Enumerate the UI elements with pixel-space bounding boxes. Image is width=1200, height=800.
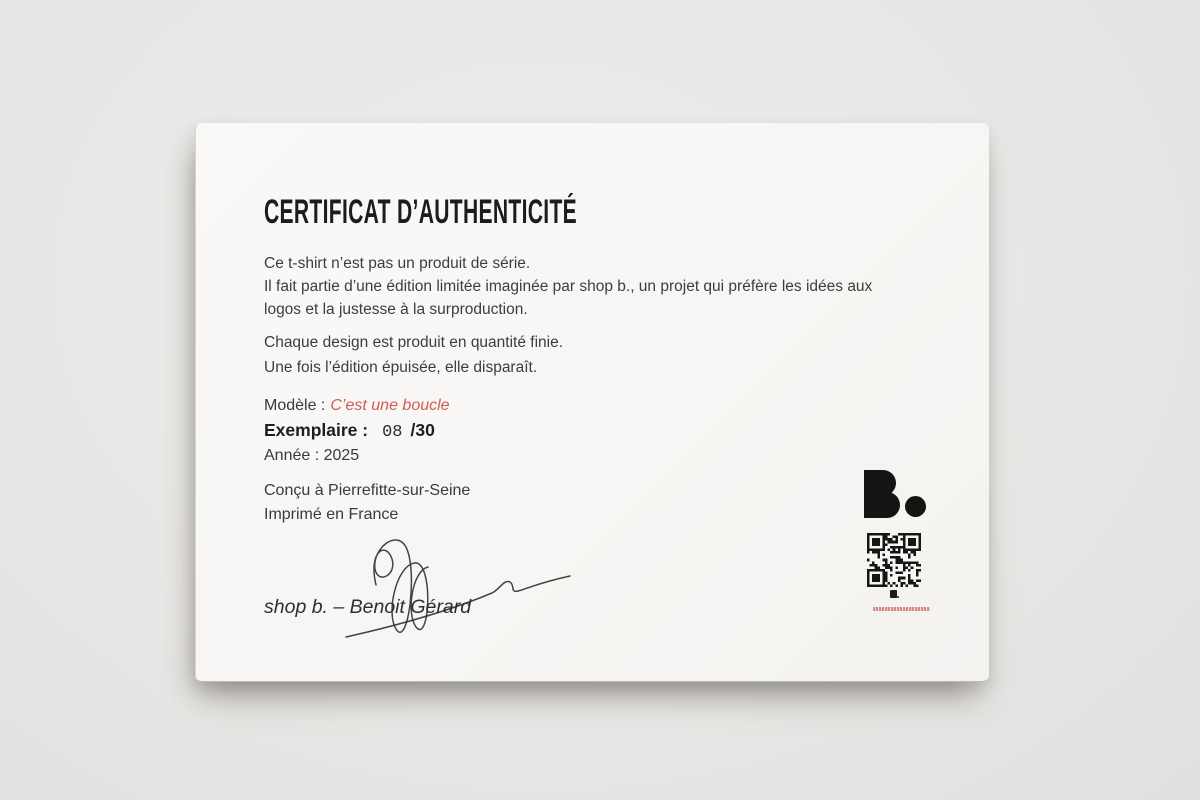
model-line xyxy=(264,395,450,417)
intro-line: logos et la justesse à la surproduction. xyxy=(264,301,528,318)
edition-note-line: Une fois l’édition épuisée, elle disparaît. xyxy=(264,359,538,376)
edition-note-line: Chaque design est produit en quantité finie. xyxy=(264,334,564,351)
intro-line: Ce t-shirt n’est pas un produit de série. xyxy=(264,255,531,272)
origin-line: Imprimé en France xyxy=(264,506,399,523)
certificate-title: CERTIFICAT D’AUTHENTICITÉ xyxy=(264,193,578,231)
year-line: Année : 2025 xyxy=(264,447,360,464)
signature-caption: shop b. – Benoit Gérard xyxy=(264,596,472,618)
qr-code xyxy=(867,533,921,587)
footer-microtext xyxy=(873,607,930,611)
brand-logo-icon xyxy=(864,469,928,519)
exemplaire-total: /30 xyxy=(410,420,435,440)
origin-paragraph xyxy=(264,479,470,527)
origin-line: Conçu à Pierrefitte-sur-Seine xyxy=(264,482,471,499)
model-value: C’est une boucle xyxy=(330,397,450,414)
intro-line: Il fait partie d’une édition limitée imaginée par shop b., un projet qui préfère les idées aux xyxy=(264,278,873,295)
exemplaire-number: 08 xyxy=(382,423,403,442)
exemplaire-line xyxy=(264,418,450,445)
handwritten-signature xyxy=(334,521,579,645)
micro-brand-mark-icon xyxy=(890,590,897,598)
certificate-card xyxy=(195,123,989,682)
model-label: Modèle : xyxy=(264,397,326,414)
edition-note-paragraph xyxy=(264,330,563,380)
exemplaire-label: Exemplaire : xyxy=(264,420,369,440)
edition-details xyxy=(264,395,450,467)
intro-paragraph xyxy=(264,252,872,321)
